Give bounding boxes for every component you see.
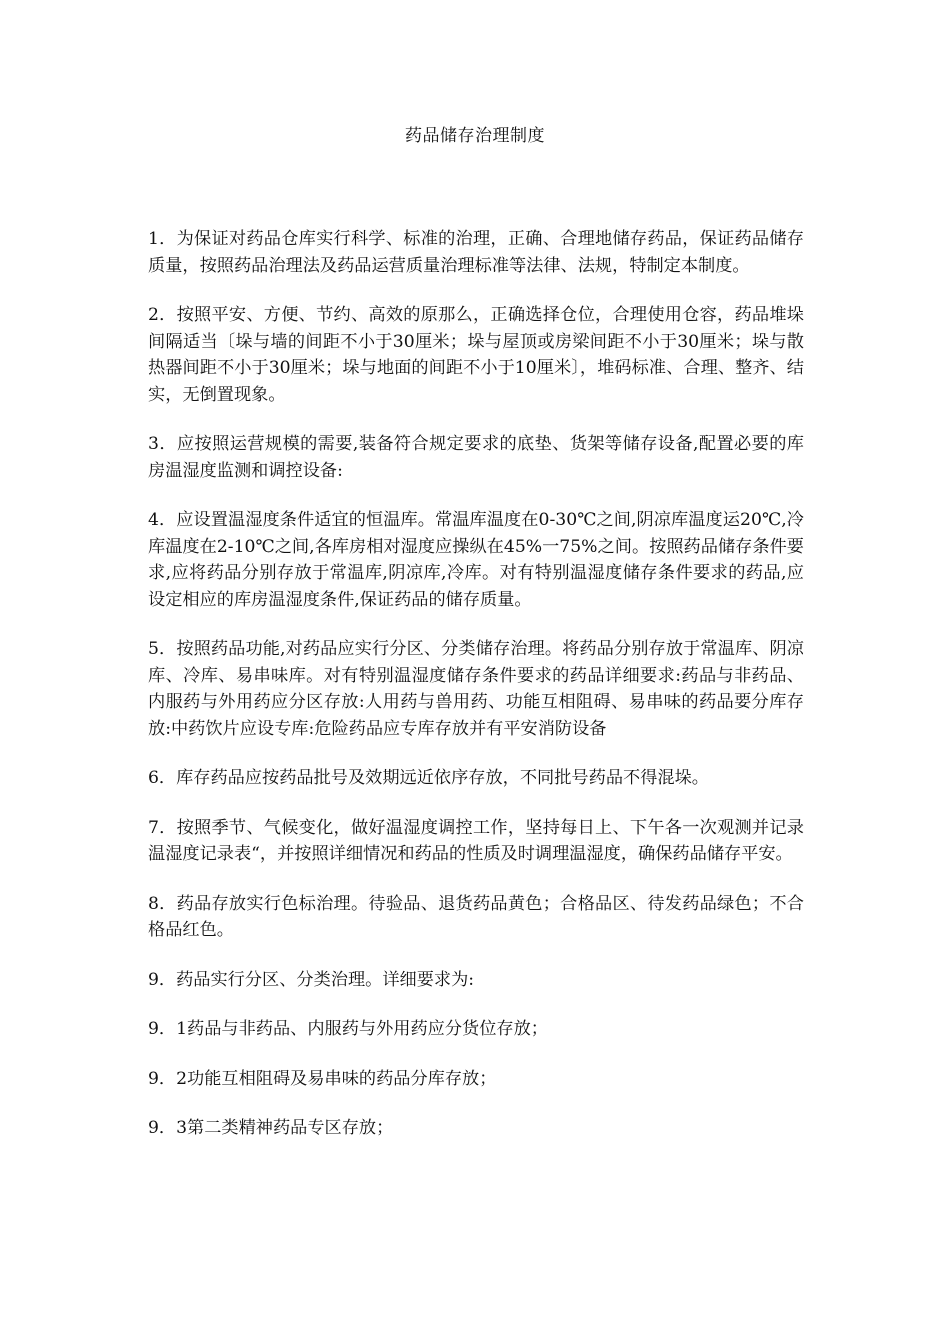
paragraph-2: 2．按照平安、方便、节约、高效的原那么，正确选择仓位，合理使用仓容，药品堆垛间隔适当〔垛与墙的间距不小于30厘米；垛与屋顶或房梁间距不小于30厘米；垛与散热器间距不小于30厘米；垛与地面的间距不小于10厘米〕，堆码标准、合理、整齐、结实，无倒置现象。 (148, 305, 804, 405)
document-title: 药品储存治理制度 (405, 126, 545, 146)
paragraph-8: 8．药品存放实行色标治理。待验品、退货药品黄色；合格品区、待发药品绿色；不合格品红色。 (148, 893, 804, 940)
paragraph-6: 6．库存药品应按药品批号及效期远近依序存放，不同批号药品不得混垛。 (148, 768, 709, 788)
paragraph-9-3: 9．3第二类精神药品专区存放； (148, 1118, 394, 1138)
paragraph-4: 4．应设置温湿度条件适宜的恒温库。常温库温度在0-30℃之间,阴凉库温度运20℃,冷库温度在2-10℃之间,各库房相对湿度应操纵在45%一75%之间。按照药品储存条件要求,应将药品分别存放于常温库,阴凉库,冷库。对有特别温湿度储存条件要求的药品,应设定相应的库房温湿度条件,保证药品的储存质量。 (148, 510, 804, 610)
paragraph-9-1: 9．1药品与非药品、内服药与外用药应分货位存放； (148, 1019, 548, 1039)
paragraph-5: 5．按照药品功能,对药品应实行分区、分类储存治理。将药品分别存放于常温库、阴凉库、冷库、易串味库。对有特别温湿度储存条件要求的药品详细要求:药品与非药品、内服药与外用药应分区存放:人用药与兽用药、功能互相阻碍、易串味的药品要分库存放:中药饮片应设专库:危险药品应专库存放并有平安消防设备 (148, 639, 804, 739)
paragraph-3: 3．应按照运营规模的需要,装备符合规定要求的底垫、货架等储存设备,配置必要的库房温湿度监测和调控设备: (148, 434, 804, 481)
paragraph-9: 9．药品实行分区、分类治理。详细要求为: (148, 969, 475, 990)
paragraph-7: 7．按照季节、气候变化，做好温湿度调控工作，坚持每日上、下午各一次观测并记录温湿度记录表“，并按照详细情况和药品的性质及时调理温湿度，确保药品储存平安。 (148, 817, 804, 864)
paragraph-1: 1．为保证对药品仓库实行科学、标准的治理，正确、合理地储存药品，保证药品储存质量，按照药品治理法及药品运营质量治理标准等法律、法规，特制定本制度。 (148, 229, 804, 276)
document-body (148, 226, 804, 1165)
paragraph-9-2: 9．2功能互相阻碍及易串味的药品分库存放； (148, 1068, 497, 1089)
